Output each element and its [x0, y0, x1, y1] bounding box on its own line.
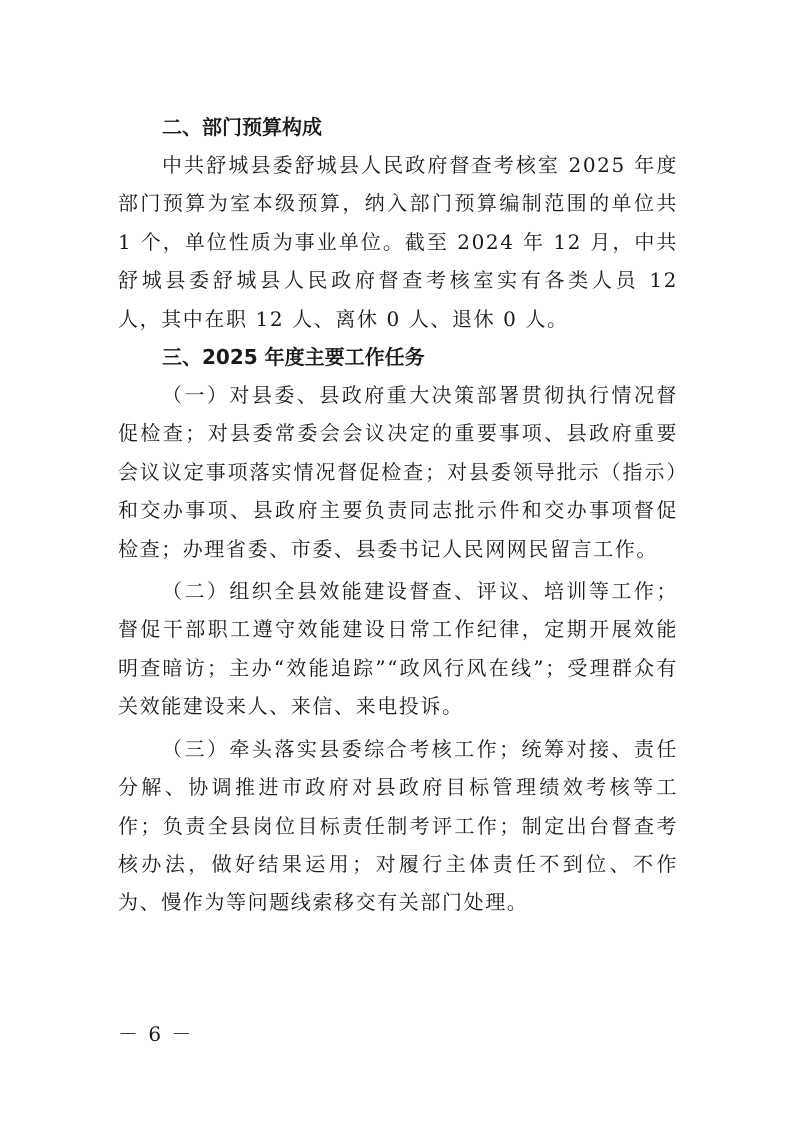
budget-composition-paragraph: 中共舒城县委舒城县人民政府督查考核室 2025 年度部门预算为室本级预算，纳入部门预算编制范围的单位共 1 个，单位性质为事业单位。截至 2024 年 12 月，中共舒城县委舒城县人民政府督查考核室实有各类人员 12 人，其中在职 12 人、离休 0 人、退休 0 人。	[118, 153, 678, 331]
page-number: － 6 －	[118, 1022, 194, 1046]
document-body	[118, 108, 678, 922]
section-heading-main-tasks: 三、2025 年度主要工作任务	[162, 345, 425, 370]
task-paragraph-3: （三）牵头落实县委综合考核工作；统筹对接、责任分解、协调推进市政府对县政府目标管理绩效考核等工作；负责全县岗位目标责任制考评工作；制定出台督查考核办法，做好结果运用；对履行主体责任不到位、不作为、慢作为等问题线索移交有关部门处理。	[118, 736, 678, 915]
section-heading-budget-composition: 二、部门预算构成	[162, 115, 322, 139]
task-paragraph-2: （二）组织全县效能建设督查、评议、培训等工作；督促干部职工遵守效能建设日常工作纪律，定期开展效能明查暗访；主办“效能追踪”“政风行风在线”；受理群众有关效能建设来人、来信、来电投诉。	[118, 579, 678, 719]
task-paragraph-1: （一）对县委、县政府重大决策部署贯彻执行情况督促检查；对县委常委会会议决定的重要事项、县政府重要会议议定事项落实情况督促检查；对县委领导批示（指示）和交办事项、县政府主要负责同志批示件和交办事项督促检查；办理省委、市委、县委书记人民网网民留言工作。	[118, 383, 678, 561]
